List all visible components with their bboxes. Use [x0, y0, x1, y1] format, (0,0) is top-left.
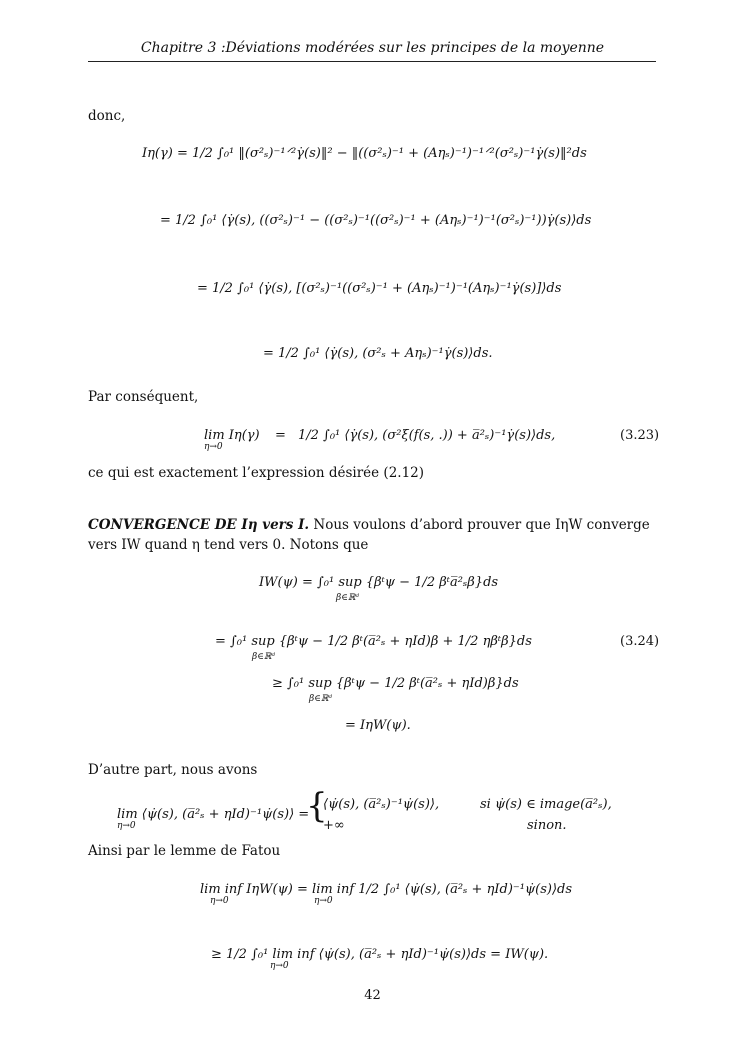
paragraph-consequent: Par conséquent, — [88, 389, 199, 405]
equation-9: = IηW(ψ). — [345, 718, 411, 733]
paragraph-donc: donc, — [88, 108, 126, 124]
equation-11-sub-2: η→0 — [314, 896, 333, 906]
equation-2: = 1/2 ∫₀¹ ⟨γ̇(s), ((σ²ₛ)⁻¹ − ((σ²ₛ)⁻¹((σ²ₛ)⁻¹ + (Aηₛ)⁻¹)⁻¹(σ²ₛ)⁻¹))γ̇(s)⟩ds — [160, 213, 592, 228]
equation-10-condition-1: si ψ̇(s) ∈ image(a̅²ₛ), — [480, 797, 612, 812]
equation-5-rhs: 1/2 ∫₀¹ ⟨γ̇(s), (σ²ξ(f(s, .)) + a̅²ₛ)⁻¹γ̇(s)⟩ds, — [298, 428, 556, 443]
equation-3: = 1/2 ∫₀¹ ⟨γ̇(s), [(σ²ₛ)⁻¹((σ²ₛ)⁻¹ + (Aηₛ)⁻¹)⁻¹(Aηₛ)⁻¹γ̇(s)]⟩ds — [197, 281, 562, 296]
equation-6: IW(ψ) = ∫₀¹ sup {βᵗψ − 1/2 βᵗa̅²ₛβ}ds — [259, 575, 499, 590]
convergence-text: Nous voulons d’abord prouver que IηW converge — [309, 517, 650, 533]
equation-number-3-23: (3.23) — [620, 428, 660, 443]
equation-10-condition-2: sinon. — [527, 818, 567, 833]
equation-6-sub: β∈ℝᵈ — [336, 593, 359, 603]
equation-8-sub: β∈ℝᵈ — [309, 694, 332, 704]
equation-1: Iη(γ) = 1/2 ∫₀¹ ‖(σ²ₛ)⁻¹ᐟ²γ̇(s)‖² − ‖((σ²ₛ)⁻¹ + (Aηₛ)⁻¹)⁻¹ᐟ²(σ²ₛ)⁻¹γ̇(s)‖²ds — [142, 146, 587, 161]
equation-12-sub: η→0 — [270, 961, 289, 971]
equation-7-sub: β∈ℝᵈ — [252, 652, 275, 662]
equation-10-lhs: lim ⟨ψ̇(s), (a̅²ₛ + ηId)⁻¹ψ̇(s)⟩ = — [117, 807, 310, 822]
convergence-paragraph — [88, 517, 650, 533]
equation-12: ≥ 1/2 ∫₀¹ lim inf ⟨ψ̇(s), (a̅²ₛ + ηId)⁻¹ψ̇(s)⟩ds = IW(ψ). — [211, 947, 549, 962]
equation-10-sub: η→0 — [117, 821, 136, 831]
equation-10-case-2: +∞ — [323, 818, 345, 833]
equation-11: lim inf IηW(ψ) = lim inf 1/2 ∫₀¹ ⟨ψ̇(s), (a̅²ₛ + ηId)⁻¹ψ̇(s)⟩ds — [200, 882, 573, 897]
paragraph-autre-part: D’autre part, nous avons — [88, 762, 258, 778]
equation-5-sub: η→0 — [204, 442, 223, 452]
running-header: Chapitre 3 :Déviations modérées sur les principes de la moyenne — [140, 40, 605, 56]
page-number: 42 — [364, 988, 381, 1003]
convergence-text-line2: vers IW quand η tend vers 0. Notons que — [88, 537, 369, 553]
paragraph-fatou: Ainsi par le lemme de Fatou — [88, 843, 281, 859]
paragraph-expression: ce qui est exactement l’expression désirée (2.12) — [88, 465, 425, 481]
equation-5-lhs: lim Iη(γ) — [204, 428, 260, 443]
equation-4: = 1/2 ∫₀¹ ⟨γ̇(s), (σ²ₛ + Aηₛ)⁻¹γ̇(s)⟩ds. — [263, 346, 493, 361]
equation-number-3-24: (3.24) — [620, 634, 660, 649]
header-rule — [88, 61, 656, 62]
left-brace: { — [306, 786, 328, 826]
equation-7: = ∫₀¹ sup {βᵗψ − 1/2 βᵗ(a̅²ₛ + ηId)β + 1/2 ηβᵗβ}ds — [215, 634, 532, 649]
equation-8: ≥ ∫₀¹ sup {βᵗψ − 1/2 βᵗ(a̅²ₛ + ηId)β}ds — [272, 676, 519, 691]
convergence-heading: CONVERGENCE DE Iη vers I. — [88, 517, 310, 533]
equation-5-eq: = — [275, 428, 286, 443]
equation-11-sub-1: η→0 — [210, 896, 229, 906]
equation-10-case-1: ⟨ψ̇(s), (a̅²ₛ)⁻¹ψ̇(s)⟩, — [323, 797, 440, 812]
